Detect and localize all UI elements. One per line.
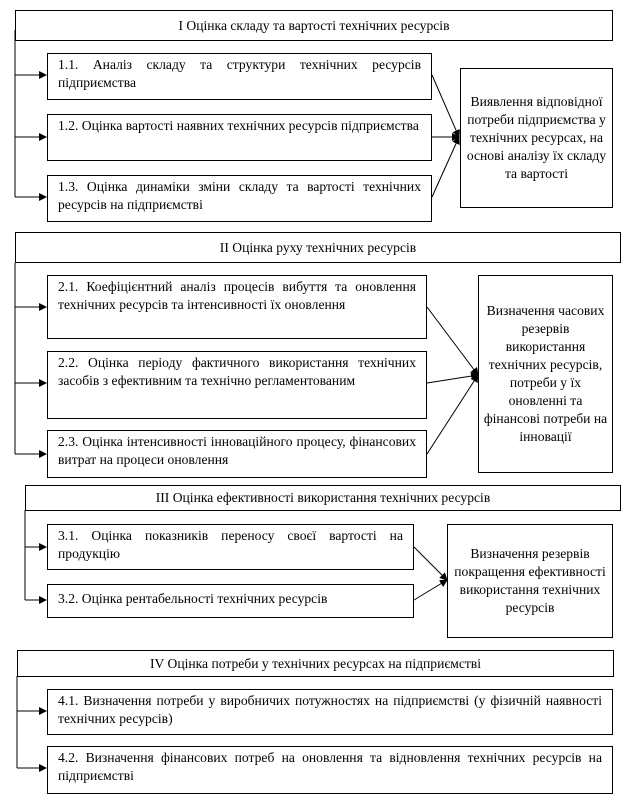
section3-to-result-arrow-2 bbox=[414, 580, 447, 600]
section3-title: III Оцінка ефективності використання технічних ресурсів bbox=[25, 485, 621, 511]
section4-title: IV Оцінка потреби у технічних ресурсах на підприємстві bbox=[17, 650, 614, 677]
section4-item-1: 4.1. Визначення потреби у виробничих потужностях на підприємстві (у фізичній наявності технічних ресурсів) bbox=[47, 689, 613, 735]
section1-item-3: 1.3. Оцінка динаміки зміни складу та вартості технічних ресурсів на підприємстві bbox=[47, 175, 432, 222]
section2-result: Визначення часових резервів використання технічних ресурсів, потреби у їх оновленні та фінансові потреби на інновації bbox=[478, 275, 613, 473]
section2-to-result-arrow-1 bbox=[427, 307, 478, 375]
section2-item-2: 2.2. Оцінка періоду фактичного використання технічних засобів з ефективним та технічно регламентованим bbox=[47, 351, 427, 419]
section2-item-3: 2.3. Оцінка інтенсивності інноваційного процесу, фінансових витрат на процеси оновлення bbox=[47, 430, 427, 478]
section3-to-result-arrow-1 bbox=[414, 547, 447, 580]
section4-item-2: 4.2. Визначення фінансових потреб на оновлення та відновлення технічних ресурсів на підприємстві bbox=[47, 746, 613, 794]
section2-item-1: 2.1. Коефіцієнтний аналіз процесів вибуття та оновлення технічних ресурсів та інтенсивності їх оновлення bbox=[47, 275, 427, 339]
section1-item-1: 1.1. Аналіз складу та структури технічних ресурсів підприємства bbox=[47, 53, 432, 100]
section1-item-2: 1.2. Оцінка вартості наявних технічних ресурсів підприємства bbox=[47, 114, 432, 161]
section3-item-1: 3.1. Оцінка показників переносу своєї вартості на продукцію bbox=[47, 524, 414, 570]
section1-result: Виявлення відповідної потреби підприємства у технічних ресурсах, на основі аналізу їх складу та вартості bbox=[460, 68, 613, 208]
section2-to-result-arrow-2 bbox=[427, 375, 478, 383]
section1-to-result-arrow-3 bbox=[432, 137, 459, 197]
section3-item-2: 3.2. Оцінка рентабельності технічних ресурсів bbox=[47, 584, 414, 618]
section2-title: II Оцінка руху технічних ресурсів bbox=[15, 232, 621, 263]
section2-to-result-arrow-3 bbox=[427, 375, 478, 454]
section1-to-result-arrow-1 bbox=[432, 75, 459, 137]
section3-result: Визначення резервів покращення ефективності використання технічних ресурсів bbox=[447, 524, 613, 638]
section1-title: I Оцінка складу та вартості технічних ресурсів bbox=[15, 10, 613, 41]
